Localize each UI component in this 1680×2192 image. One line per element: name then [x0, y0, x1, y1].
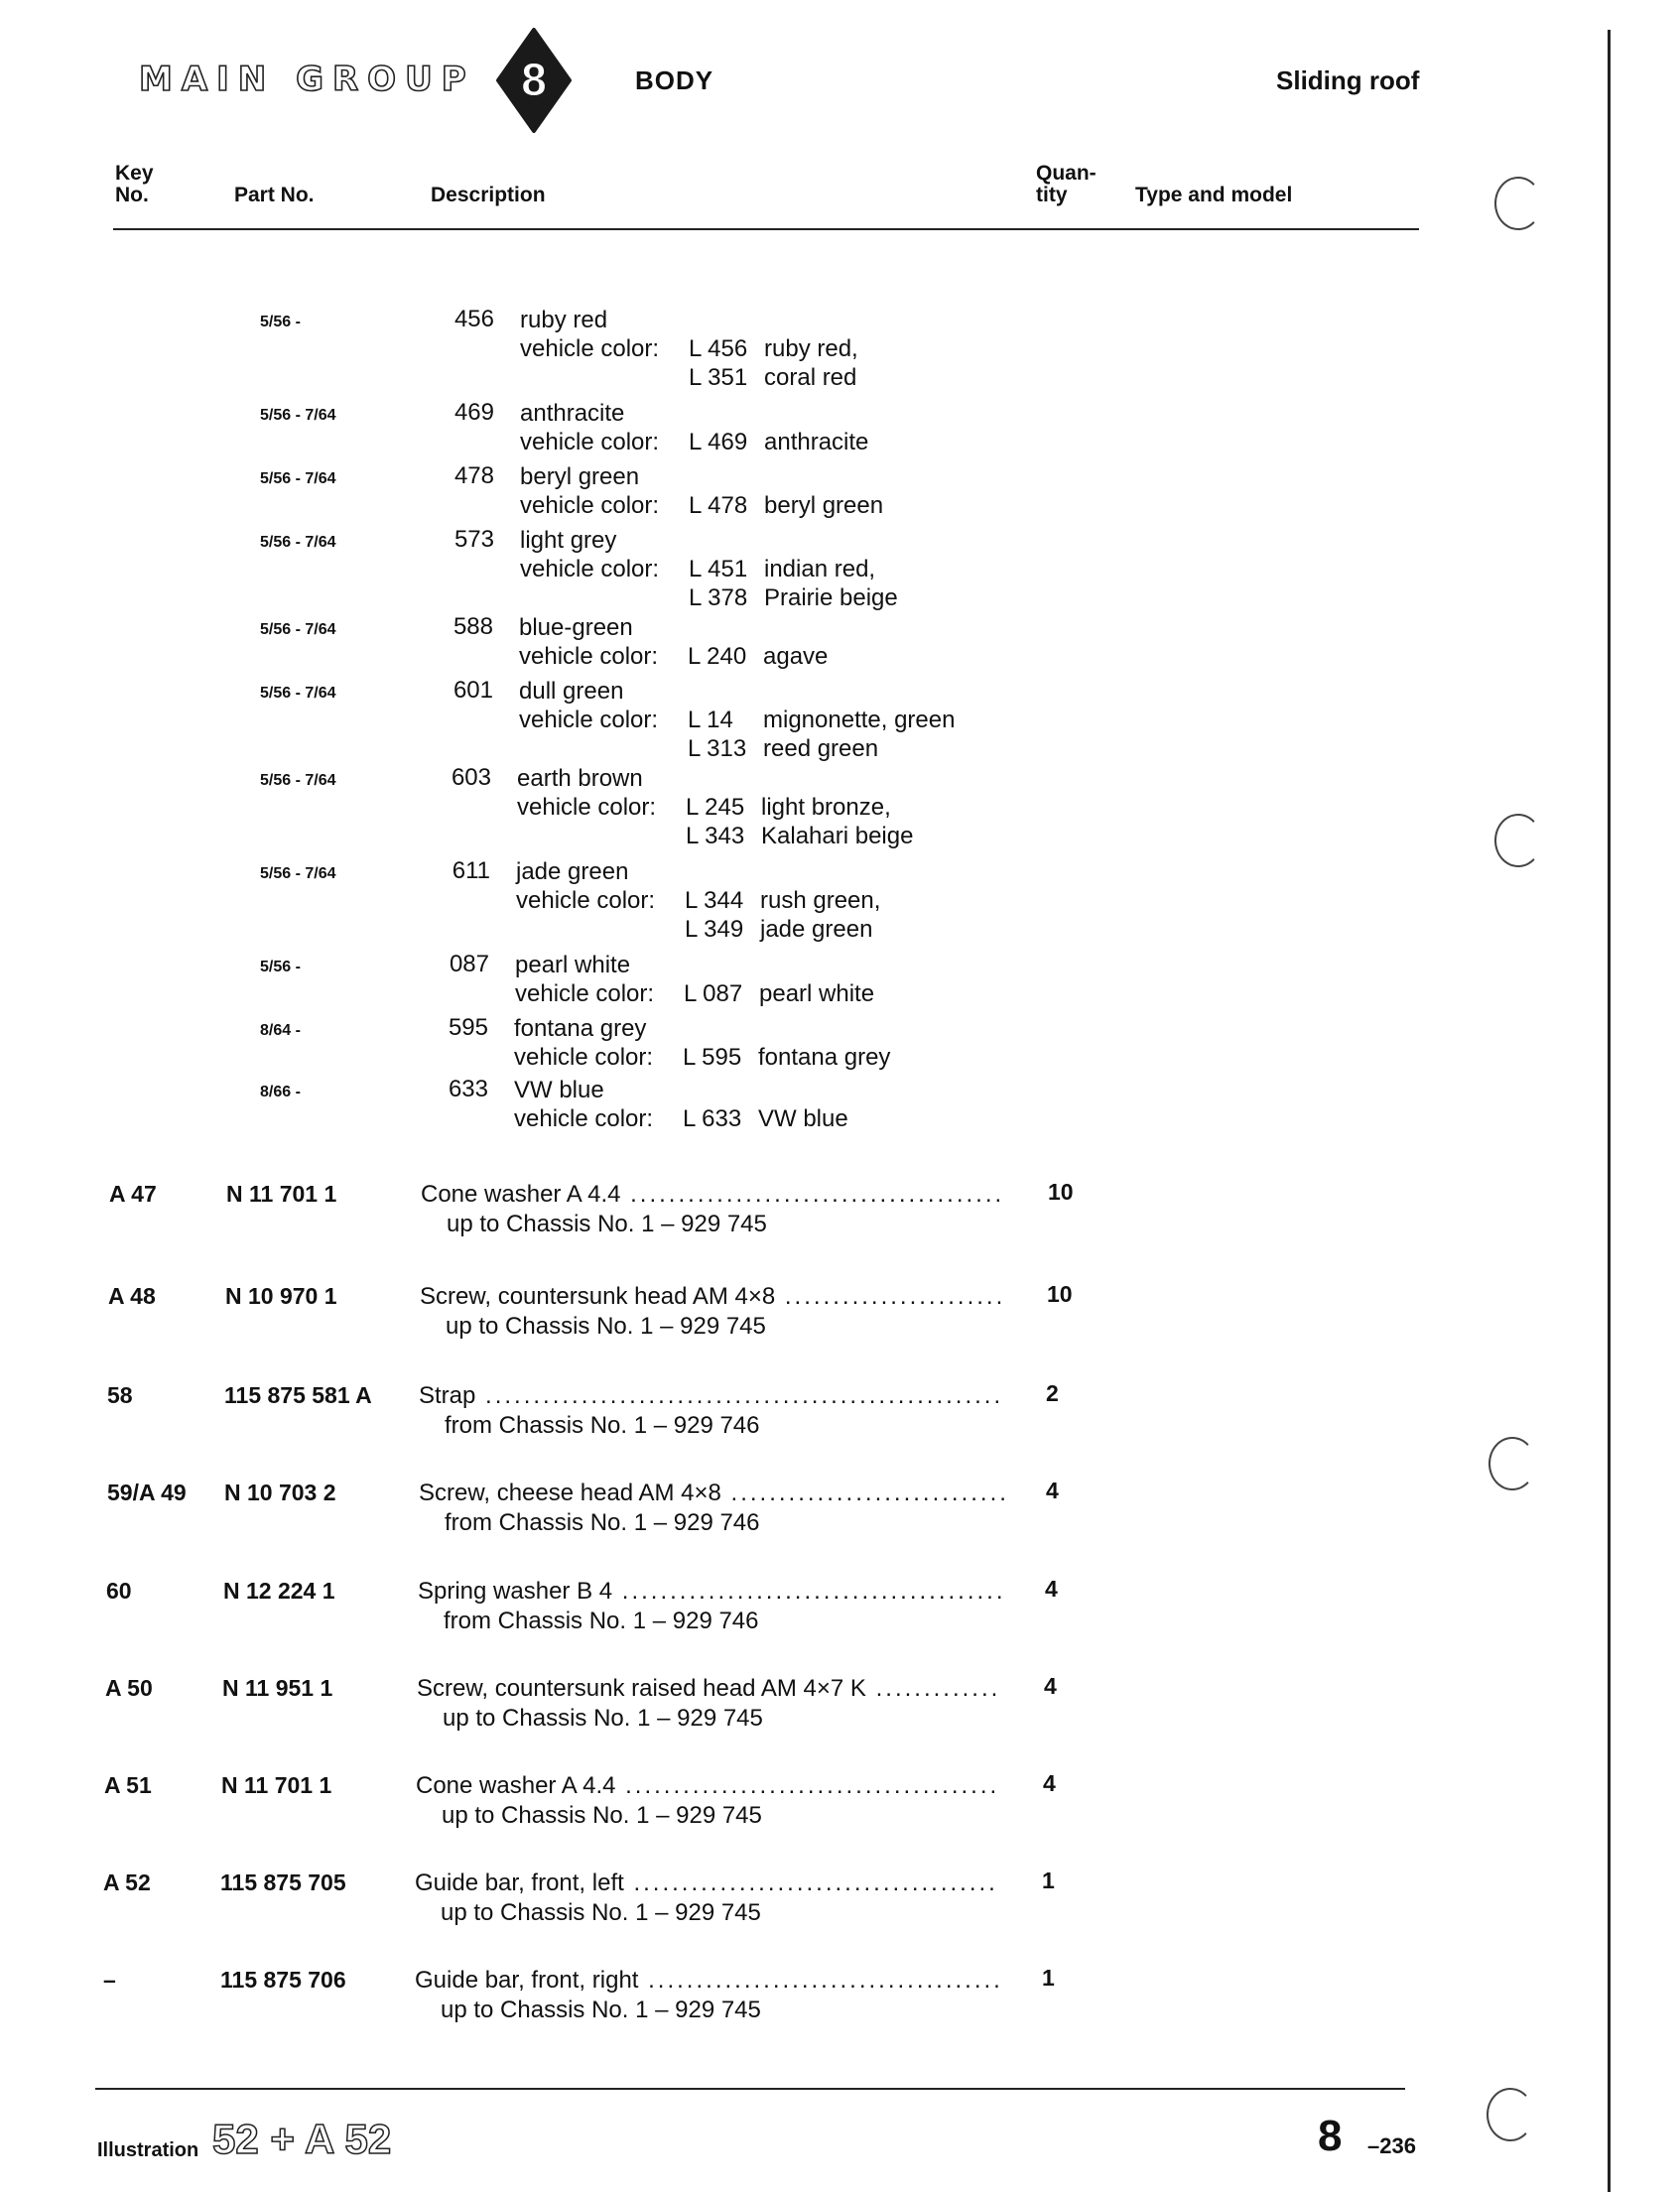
- quantity: 10: [1047, 1281, 1073, 1307]
- vehicle-color-name: pearl white: [759, 980, 875, 1007]
- quantity: 2: [1046, 1380, 1059, 1406]
- vehicle-color-line: [520, 363, 856, 392]
- part-number: N 12 224 1: [223, 1578, 335, 1604]
- vehicle-color-line: [520, 428, 868, 456]
- chassis-range: from Chassis No. 1 – 929 746: [445, 1412, 760, 1439]
- key-number: 59/A 49: [107, 1480, 187, 1505]
- color-name: blue-green: [519, 614, 633, 641]
- part-number: 115 875 705: [220, 1870, 346, 1895]
- vehicle-color-name: anthracite: [764, 429, 869, 455]
- vehicle-color-name: agave: [763, 643, 829, 670]
- color-date-range: 5/56 - 7/64: [260, 865, 336, 882]
- vehicle-color-label: vehicle color:: [519, 707, 659, 733]
- color-date-range: 5/56 - 7/64: [260, 685, 336, 702]
- binder-hole: [1486, 2088, 1534, 2141]
- color-code: 588: [452, 613, 493, 640]
- color-code: 603: [451, 764, 491, 791]
- vehicle-color-label: vehicle color:: [514, 1044, 654, 1071]
- color-date-range: 5/56 -: [260, 959, 301, 975]
- vehicle-color-name: indian red,: [764, 556, 876, 582]
- header-rule: [113, 228, 1419, 230]
- page-subnumber: –236: [1367, 2133, 1416, 2158]
- part-description: Screw, countersunk raised head AM 4×7 K .....: [417, 1675, 1002, 1703]
- vehicle-color-code: L 14: [688, 707, 733, 733]
- color-name: anthracite: [520, 400, 625, 427]
- color-name: dull green: [519, 678, 624, 705]
- color-name: ruby red: [520, 307, 608, 333]
- part-number: N 11 951 1: [222, 1675, 333, 1701]
- vehicle-color-code: L 349: [685, 916, 744, 943]
- vehicle-color-name: fontana grey: [758, 1044, 891, 1071]
- vehicle-color-name: jade green: [760, 916, 873, 943]
- vehicle-color-name: Kalahari beige: [761, 823, 914, 849]
- vehicle-color-code: L 240: [688, 643, 747, 670]
- part-number: N 10 703 2: [224, 1480, 336, 1505]
- part-number: N 11 701 1: [226, 1181, 337, 1207]
- vehicle-color-line: [519, 642, 828, 671]
- vehicle-color-line: [520, 583, 898, 612]
- vehicle-color-name: beryl green: [764, 492, 884, 519]
- vehicle-color-name: reed green: [763, 735, 879, 762]
- color-code: 087: [449, 951, 489, 977]
- chassis-range: up to Chassis No. 1 – 929 745: [447, 1211, 767, 1237]
- color-name: fontana grey: [514, 1015, 647, 1042]
- group-number: 8: [521, 54, 547, 105]
- vehicle-color-label: vehicle color:: [520, 429, 660, 455]
- chassis-range: from Chassis No. 1 – 929 746: [444, 1608, 759, 1634]
- color-date-range: 8/64 -: [260, 1022, 301, 1039]
- part-description: Cone washer A 4.4 .....: [421, 1181, 1006, 1209]
- illustration-label: Illustration: [97, 2139, 199, 2161]
- color-date-range: 5/56 - 7/64: [260, 470, 336, 487]
- vehicle-color-name: coral red: [764, 364, 857, 391]
- vehicle-color-code: L 595: [683, 1044, 742, 1071]
- chassis-range: up to Chassis No. 1 – 929 745: [441, 1899, 761, 1926]
- color-date-range: 5/56 - 7/64: [260, 534, 336, 551]
- color-name: earth brown: [517, 765, 643, 792]
- vehicle-color-code: L 351: [689, 364, 748, 391]
- color-code: 601: [452, 677, 493, 704]
- vehicle-color-label: vehicle color:: [519, 643, 659, 670]
- vehicle-color-code: L 087: [684, 980, 743, 1007]
- color-date-range: 5/56 -: [260, 314, 301, 330]
- vehicle-color-code: L 478: [689, 492, 748, 519]
- part-description: Spring washer B 4 .....: [418, 1578, 1003, 1606]
- vehicle-color-label: vehicle color:: [520, 335, 660, 362]
- page-number: 8: [1318, 2112, 1343, 2160]
- vehicle-color-line: [517, 793, 891, 822]
- color-date-range: 5/56 - 7/64: [260, 772, 336, 789]
- color-date-range: 5/56 - 7/64: [260, 407, 336, 424]
- color-code: 611: [452, 857, 490, 884]
- quantity: 4: [1043, 1770, 1056, 1796]
- vehicle-color-code: L 343: [686, 823, 745, 849]
- color-code: 478: [453, 462, 494, 489]
- vehicle-color-line: [519, 734, 878, 763]
- column-quantity: Quan- tity: [1036, 162, 1097, 206]
- group-name: BODY: [635, 65, 714, 95]
- vehicle-color-label: vehicle color:: [515, 980, 655, 1007]
- quantity: 4: [1046, 1478, 1059, 1503]
- part-number: 115 875 581 A: [224, 1382, 372, 1408]
- vehicle-color-line: [517, 822, 913, 850]
- chassis-range: from Chassis No. 1 – 929 746: [445, 1509, 760, 1536]
- vehicle-color-code: L 313: [688, 735, 747, 762]
- vehicle-color-code: L 245: [686, 794, 745, 821]
- color-date-range: 5/56 - 7/64: [260, 621, 336, 638]
- color-name: light grey: [520, 527, 617, 554]
- chassis-range: up to Chassis No. 1 – 929 745: [446, 1313, 766, 1340]
- part-description: Screw, countersunk head AM 4×8 .....: [420, 1283, 1005, 1311]
- column-description: Description: [431, 184, 546, 206]
- vehicle-color-label: vehicle color:: [516, 887, 656, 914]
- color-date-range: 8/66 -: [260, 1084, 301, 1100]
- binder-hole: [1494, 814, 1542, 867]
- main-group-title: MAIN GROUP: [139, 60, 475, 99]
- vehicle-color-line: [514, 1043, 890, 1072]
- vehicle-color-code: L 451: [689, 556, 748, 582]
- part-description: Cone washer A 4.4 .....: [416, 1772, 1001, 1800]
- vehicle-color-line: [519, 706, 955, 734]
- vehicle-color-code: L 456: [689, 335, 748, 362]
- color-name: pearl white: [515, 952, 631, 978]
- vehicle-color-line: [516, 915, 872, 944]
- part-number: N 11 701 1: [221, 1772, 332, 1798]
- vehicle-color-line: [515, 979, 874, 1008]
- color-name: jade green: [516, 858, 629, 885]
- key-number: A 52: [103, 1870, 151, 1895]
- key-number: –: [103, 1967, 116, 1993]
- part-number: 115 875 706: [220, 1967, 346, 1993]
- vehicle-color-code: L 344: [685, 887, 744, 914]
- vehicle-color-line: [514, 1104, 848, 1133]
- vehicle-color-name: Prairie beige: [764, 584, 898, 611]
- column-type-model: Type and model: [1135, 184, 1293, 206]
- part-description: Strap .....: [419, 1382, 1004, 1410]
- part-number: N 10 970 1: [225, 1283, 337, 1309]
- part-description: Guide bar, front, right .....: [415, 1967, 1000, 1995]
- color-code: 456: [453, 306, 494, 332]
- vehicle-color-code: L 378: [689, 584, 748, 611]
- key-number: 60: [106, 1578, 132, 1604]
- group-number-badge: [494, 26, 574, 135]
- column-key-no: Key No.: [115, 162, 154, 206]
- color-name: VW blue: [514, 1077, 604, 1103]
- key-number: A 50: [105, 1675, 153, 1701]
- vehicle-color-name: VW blue: [758, 1105, 848, 1132]
- vehicle-color-label: vehicle color:: [517, 794, 657, 821]
- color-name: beryl green: [520, 463, 640, 490]
- vehicle-color-label: vehicle color:: [520, 492, 660, 519]
- footer-rule: [95, 2088, 1405, 2090]
- vehicle-color-name: rush green,: [760, 887, 881, 914]
- vehicle-color-line: [520, 334, 858, 363]
- vehicle-color-code: L 469: [689, 429, 748, 455]
- vehicle-color-label: vehicle color:: [520, 556, 660, 582]
- scan-edge: [1608, 30, 1611, 2192]
- color-code: 595: [448, 1014, 488, 1041]
- vehicle-color-name: ruby red,: [764, 335, 858, 362]
- key-number: A 51: [104, 1772, 152, 1798]
- color-code: 573: [453, 526, 494, 553]
- vehicle-color-line: [516, 886, 880, 915]
- column-part-no: Part No.: [234, 184, 315, 206]
- vehicle-color-name: mignonette, green: [763, 707, 956, 733]
- color-code: 469: [453, 399, 494, 426]
- key-number: A 47: [109, 1181, 157, 1207]
- vehicle-color-label: vehicle color:: [514, 1105, 654, 1132]
- quantity: 4: [1044, 1673, 1057, 1699]
- quantity: 4: [1045, 1576, 1058, 1602]
- chassis-range: up to Chassis No. 1 – 929 745: [443, 1705, 763, 1732]
- chassis-range: up to Chassis No. 1 – 929 745: [441, 1997, 761, 2023]
- color-code: 633: [448, 1076, 488, 1102]
- quantity: 1: [1042, 1965, 1055, 1991]
- vehicle-color-code: L 633: [683, 1105, 742, 1132]
- part-description: Screw, cheese head AM 4×8 .....: [419, 1480, 1004, 1507]
- chassis-range: up to Chassis No. 1 – 929 745: [442, 1802, 762, 1829]
- part-description: Guide bar, front, left .....: [415, 1870, 1000, 1897]
- key-number: A 48: [108, 1283, 156, 1309]
- vehicle-color-line: [520, 491, 883, 520]
- quantity: 1: [1042, 1868, 1055, 1893]
- key-number: 58: [107, 1382, 133, 1408]
- quantity: 10: [1048, 1179, 1074, 1205]
- vehicle-color-line: [520, 555, 875, 583]
- illustration-value: 52 + A 52: [212, 2116, 392, 2162]
- vehicle-color-name: light bronze,: [761, 794, 891, 821]
- binder-hole: [1494, 177, 1542, 230]
- binder-hole: [1488, 1437, 1536, 1490]
- section-title: Sliding roof: [1276, 65, 1420, 95]
